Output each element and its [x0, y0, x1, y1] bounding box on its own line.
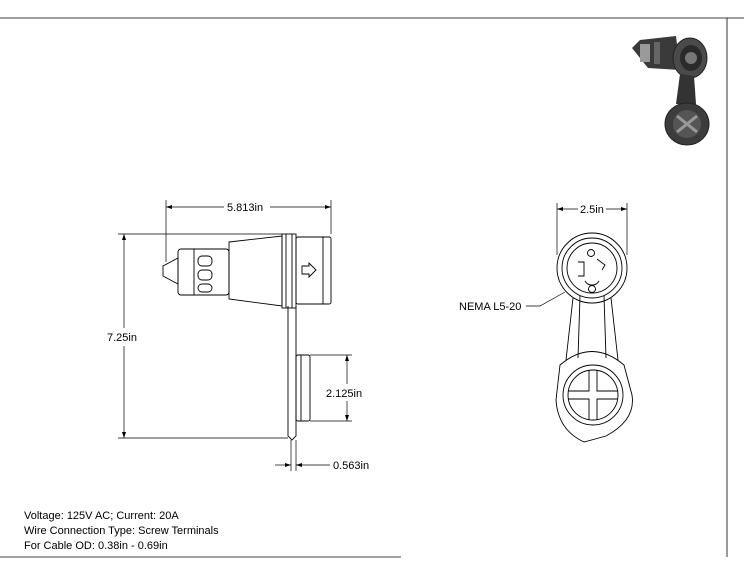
front-strap — [578, 296, 606, 358]
dim-face-diameter: 2.5in — [580, 204, 604, 216]
cable-nut — [163, 258, 178, 284]
collar — [282, 234, 296, 308]
spec-wire-connection: Wire Connection Type: Screw Terminals — [24, 525, 219, 537]
main-body — [229, 236, 282, 306]
cap-face — [563, 365, 623, 425]
arrow-icon — [302, 263, 316, 277]
cap-side — [296, 355, 310, 421]
dim-cap-offset: 0.563in — [333, 460, 370, 472]
dim-cap-height: 2.125in — [326, 388, 363, 400]
spec-voltage-current: Voltage: 125V AC; Current: 20A — [24, 510, 179, 522]
product-thumbnail — [632, 36, 709, 145]
slot-ground — [585, 281, 599, 285]
screw-bottom — [589, 286, 596, 293]
side-view — [163, 234, 331, 440]
callout-nema: NEMA L5-20 — [459, 301, 522, 313]
front-barrel — [296, 237, 331, 304]
spec-cable-od: For Cable OD: 0.38in - 0.69in — [24, 540, 168, 552]
front-view — [556, 233, 632, 442]
slot-hot — [597, 259, 605, 270]
sheet-border — [0, 18, 744, 557]
dimension-lines — [118, 200, 627, 471]
dim-overall-height: 7.25in — [107, 332, 137, 344]
screw-top — [588, 250, 595, 257]
strap — [288, 306, 296, 440]
dim-overall-length: 5.813in — [227, 202, 264, 214]
slot-neutral — [578, 262, 584, 276]
